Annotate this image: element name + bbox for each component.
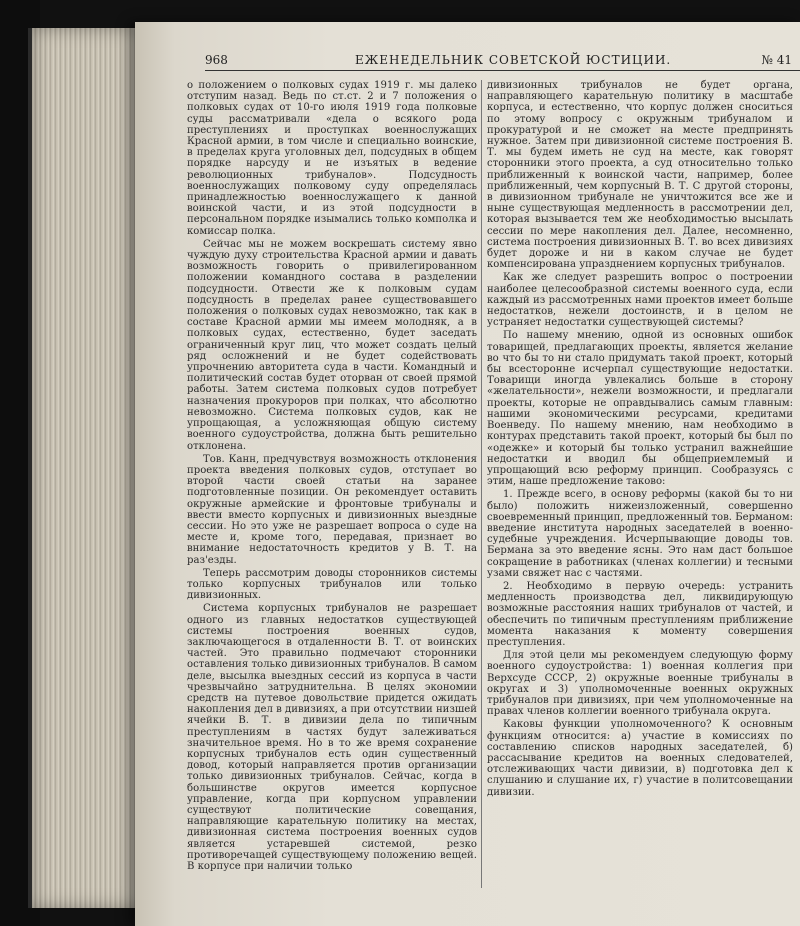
paragraph: Тов. Канн, предчувствуя возможность отклонения проекта введения полковых судов, отступает во второй части своей статьи на заранее подготовленные позиции. Он рекомендует оставить окружные армейские и фронтовые трибуналы и ввести вместо корпусных и дивизионных выездные сессии. Но это уже не разрешает вопроса о суде на месте и, кроме того, передавая, признает во внимание недостаточность кредитов у В. Т. на раз'езды. xyxy=(187,453,477,566)
page-number: 968 xyxy=(205,53,228,67)
paragraph: Система корпусных трибуналов не разрешает одного из главных недостатков существующей системы построения военных судов, заключающегося в отдаленности В. Т. от воинских частей. Это правильно подмечают сторонники оставления только дивизионных трибуналов. В самом деле, высылка выездных сессий из корпуса в части чрезвычайно затруднительна. В целях экономии средств на путевое довольствие придется ожидать накопления дел в дивизиях, а при отсутствии низшей ячейки В. Т. в дивизии дела по типичным преступлениям в частях будут залеживаться значительное время. Но в то же время сохранение корпусных трибуналов есть один существенный довод, который направляется против организации только дивизионных трибуналов. Сейчас, когда в большинстве округов имеется корпусное управление, когда при корпусном управлении существуют политические совещания, направляющие карательную политику на местах, дивизионная система построения военных судов является устаревшей системой, резко противоречащей существующему положению вещей. В корпусе при наличии только xyxy=(187,603,477,873)
right-text-column xyxy=(487,80,793,800)
paragraph: Как же следует разрешить вопрос о построении наиболее целесообразной системы военного суда, если каждый из рассмотренных нами проектов имеет больше недостатков, нежели достоинств, и в целом не устраняет недостатки существующей системы? xyxy=(487,272,793,329)
paragraph: По нашему мнению, одной из основных ошибок товарищей, предлагающих проекты, является желание во что бы то ни стало придумать такой проект, который бы всесторонне исчерпал существующие недостатки. Товарищи иногда увлекались больше в сторону «желательности», нежели возможности, и предлагали проекты, которые не оправдывались самым главным: нашими экономическими ресурсами, кредитами Военведу. По нашему мнению, нам необходимо в контурах представить такой проект, который бы был по «одежке» и который бы только устранил важнейшие недостатки и вводил бы общеприемлемый и упрощающий всю реформу принцип. Сообразуясь с этим, наше предложение таково: xyxy=(487,330,793,488)
issue-number: № 41 xyxy=(761,53,792,67)
paragraph: 2. Необходимо в первую очередь: устранить медленность производства дел, ликвидирующую возможные расстояния наших трибуналов от частей, и обеспечить по типичным преступлениям приближение момента наказания к моменту совершения преступления. xyxy=(487,580,793,648)
book-page xyxy=(135,22,800,926)
paragraph: о положением о полковых судах 1919 г. мы далеко отступим назад. Ведь по ст.ст. 2 и 7 положения о полковых судах от 10-го июля 1919 года полковые суды рассматривали «дела о всякого рода преступлениях и проступках военнослужащих Красной армии, в том числе и специально воинские, в пределах круга уголовных дел, подсудных в общем порядке нарсуду и не изъятых в ведение революционных трибуналов». Подсудность военнослужащих полковому суду определялась принадлежностью военнослужащего к данной воинской части, и из этой подсудности в персональном порядке изымались только комполка и комиссар полка. xyxy=(187,80,477,237)
paragraph: 1. Прежде всего, в основу реформы (какой бы то ни было) положить нижеизложенный, совершенно своевременный принцип, предложенный тов. Берманом: введение института народных заседателей в военно-судебные учреждения. Исчерпывающие доводы тов. Бермана за это введение ясны. Это нам даст большое сокращение в работниках (членах коллегии) и тесными узами свяжет нас с частями. xyxy=(487,489,793,579)
column-divider xyxy=(481,80,482,888)
journal-title: ЕЖЕНЕДЕЛЬНИК СОВЕТСКОЙ ЮСТИЦИИ. xyxy=(355,53,672,67)
running-header xyxy=(205,52,800,71)
paragraph: Для этой цели мы рекомендуем следующую форму военного судоустройства: 1) военная коллегия при Верхсуде СССР, 2) окружные военные трибуналы в округах и 3) уполномоченные военных окружных трибуналов при дивизиях, при чем уполномоченные на правах членов коллегии военного трибунала округа. xyxy=(487,650,793,718)
paragraph: дивизионных трибуналов не будет органа, направляющего карательную политику в масштабе корпуса, и естественно, что корпус должен сноситься по этому вопросу с окружным трибуналом и прокуратурой и не сможет на месте предпринять нужное. Затем при дивизионной системе построения В. Т. мы будем иметь не суд на месте, как говорят сторонники этого проекта, а суд относительно только приближенный к воинской части, например, более приближенный, чем корпусный В. Т. С другой стороны, в дивизионном трибунале не уничтожится все же и ныне существующая медленность в рассмотрении дел, которая вызывается тем же необходимостью высылать сессии по мере накопления дел. Далее, несомненно, система построения дивизионных В. Т. во всех дивизиях будет дороже и ни в каком случае не будет компенсирована упразднением корпусных трибуналов. xyxy=(487,80,793,271)
paragraph: Теперь рассмотрим доводы сторонников системы только корпусных трибуналов или только дивизионных. xyxy=(187,567,477,602)
left-text-column xyxy=(187,80,477,874)
paragraph: Сейчас мы не можем воскрешать систему явно чуждую духу строительства Красной армии и давать возможность говорить о привилегированном положении командного состава в разделении подсудности. Отвести же к полковым судам подсудность в пределах ранее существовавшего положения о полковых судах невозможно, так как в составе Красной армии мы имеем молодняк, а в полковых судах, естественно, будет заседать ограниченный круг лиц, что может создать целый ряд осложнений и не будет содействовать упрочнению авторитета суда в части. Командный и политический состав будет оторван от своей прямой работы. Затем система полковых судов потребует назначения прокуроров при полках, что абсолютно невозможно. Система полковых судов, как не упрощающая, а усложняющая общую систему военного судоустройства, должна быть решительно отклонена. xyxy=(187,238,477,452)
page-edges xyxy=(28,28,142,908)
paragraph: Каковы функции уполномоченного? К основным функциям относится: а) участие в комиссиях по составлению списков народных заседателей, б) рассасывание кредитов на военных следователей, отслеживающих части дивизии, в) подготовка дел к слушанию и слушание их, г) участие в политсовещании дивизии. xyxy=(487,719,793,798)
